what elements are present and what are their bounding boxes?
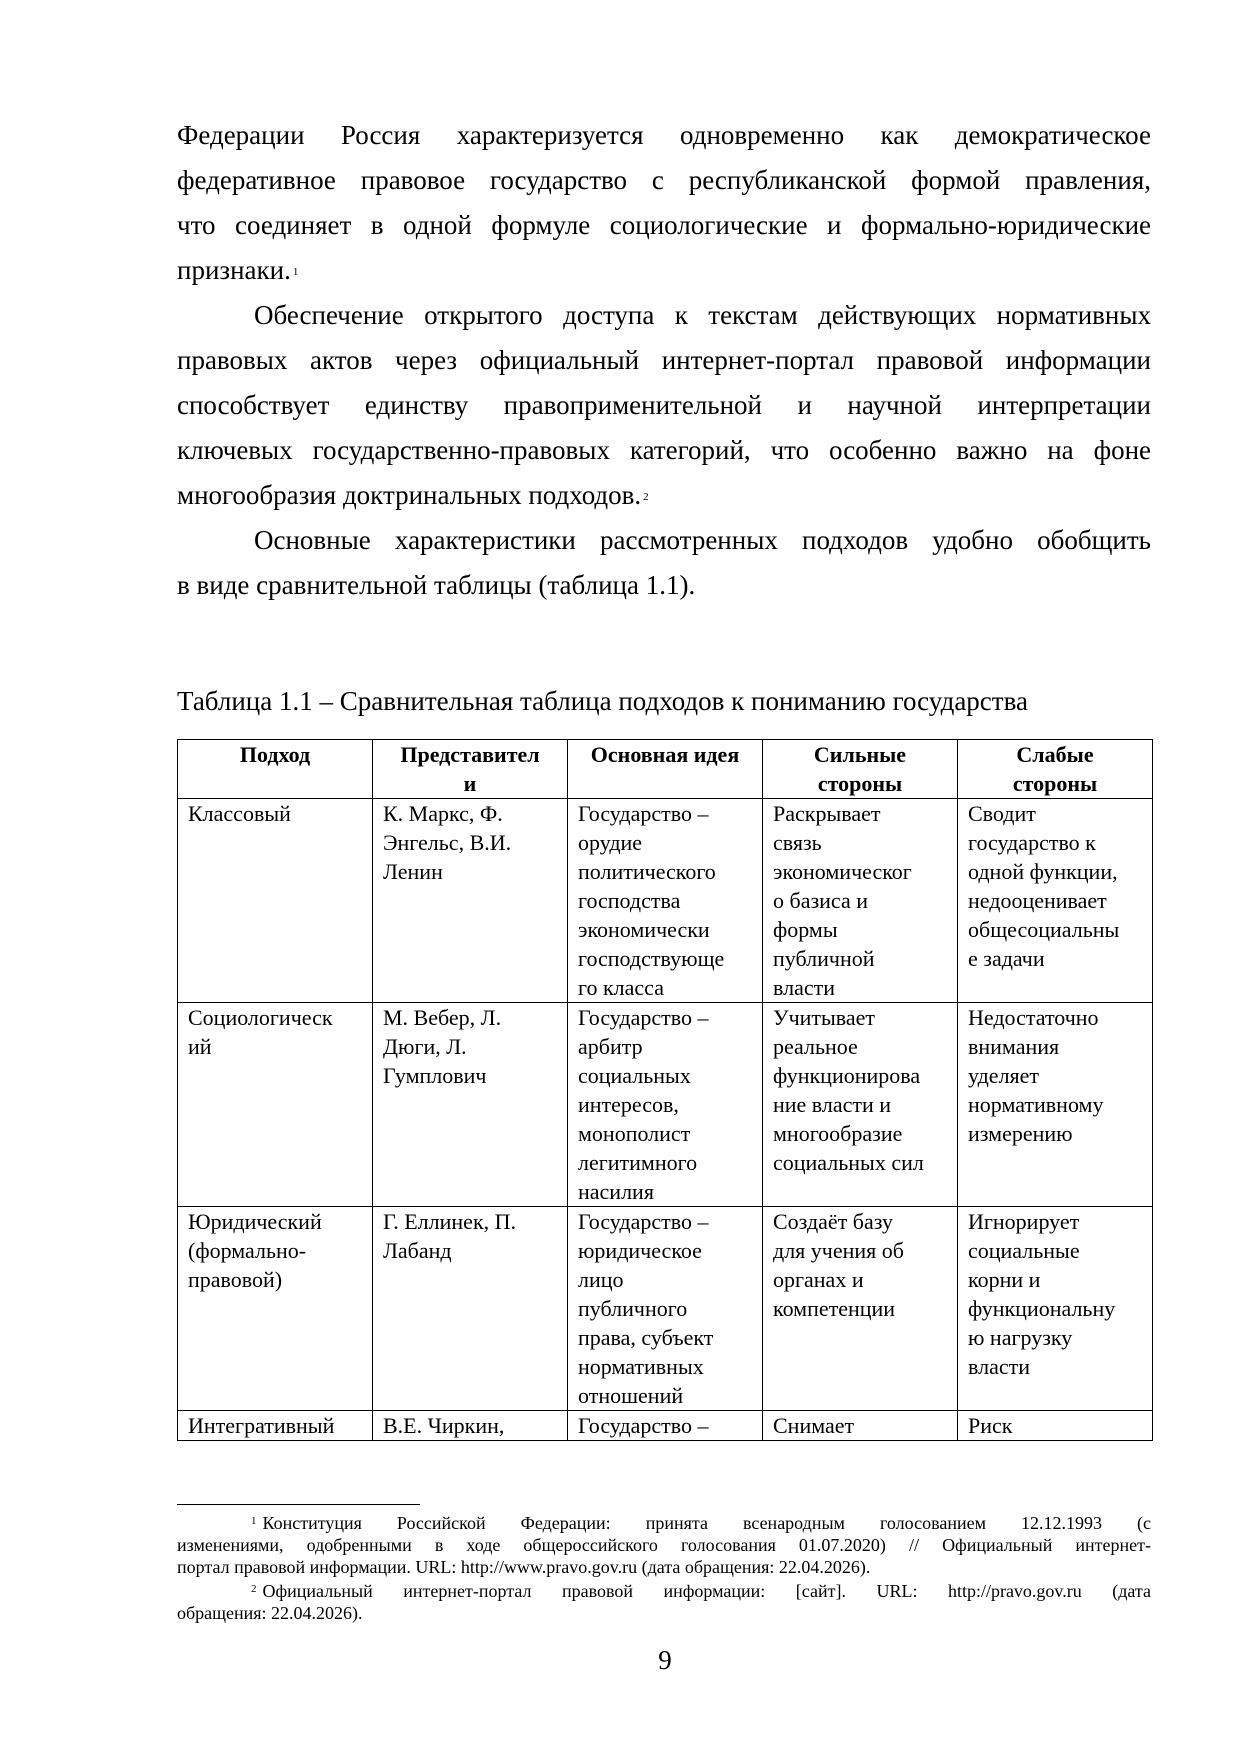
text-line: что соединяет в одной формуле социологические и формально-юридические — [177, 210, 1151, 240]
text-line: Основные характеристики рассмотренных подходов удобно обобщить — [254, 525, 1151, 555]
cell-line: Государство – — [578, 1005, 709, 1030]
cell-line: легитимного — [578, 1150, 698, 1175]
cell-line: Юридический — [188, 1209, 322, 1234]
cell-approach — [178, 1411, 373, 1441]
cell-representatives — [373, 799, 568, 1003]
cell-line: Основная идея — [590, 742, 740, 767]
text-line: правовых актов через официальный интернет-портал правовой информации — [177, 345, 1151, 375]
table-row — [178, 1411, 1153, 1441]
cell-line: Дюги, Л. — [383, 1034, 467, 1059]
text-line: способствует единству правоприменительной и научной интерпретации — [177, 390, 1151, 420]
cell-weaknesses — [958, 799, 1153, 1003]
cell-line: Энгельс, В.И. — [383, 830, 512, 855]
cell-line: о базиса и — [773, 888, 868, 913]
cell-line: Создаёт базу — [773, 1209, 893, 1234]
cell-approach — [178, 1207, 373, 1411]
cell-strengths — [763, 799, 958, 1003]
cell-line: правовой) — [188, 1267, 283, 1292]
text-segment: многообразия доктринальных подходов. — [177, 480, 642, 510]
cell-approach — [178, 1003, 373, 1207]
cell-line: арбитр — [578, 1034, 643, 1059]
cell-line: одной функции, — [968, 859, 1118, 884]
cell-line: насилия — [578, 1179, 654, 1204]
footnote-reference[interactable]: 2 — [643, 491, 649, 503]
cell-line: Интегративный — [188, 1413, 335, 1438]
cell-line: формы — [773, 917, 838, 942]
footnote-number: 1 — [251, 1515, 257, 1527]
cell-line: го класса — [578, 975, 664, 1000]
cell-line: Раскрывает — [773, 801, 881, 826]
cell-line: нормативных — [578, 1354, 704, 1379]
cell-line: экономически — [578, 917, 710, 942]
cell-line: для учения об — [773, 1238, 904, 1263]
column-header-approach — [178, 740, 373, 799]
cell-line: ю нагрузку — [968, 1325, 1073, 1350]
cell-line: отношений — [578, 1383, 684, 1408]
cell-line: экономическог — [773, 859, 912, 884]
cell-weaknesses — [958, 1207, 1153, 1411]
cell-line: орудие — [578, 830, 643, 855]
cell-representatives — [373, 1003, 568, 1207]
cell-line: уделяет — [968, 1063, 1040, 1088]
cell-line: публичного — [578, 1296, 688, 1321]
cell-line: Игнорирует — [968, 1209, 1080, 1234]
cell-line: недооценивает — [968, 888, 1107, 913]
text-line — [177, 478, 1151, 512]
cell-line: Государство – — [578, 1413, 709, 1438]
cell-line: господства — [578, 888, 681, 913]
cell-line: е задачи — [968, 946, 1045, 971]
cell-line: стороны — [817, 771, 903, 796]
text-line: в виде сравнительной таблицы (таблица 1.1). — [177, 570, 696, 600]
text-segment: признаки. — [177, 255, 291, 285]
cell-line: функциональну — [968, 1296, 1116, 1321]
cell-line: социальных — [578, 1063, 691, 1088]
footnote-1-line — [177, 1512, 1151, 1534]
footnote-reference[interactable]: 1 — [292, 266, 299, 278]
cell-line: Снимает — [773, 1413, 855, 1438]
cell-line: Лабанд — [383, 1238, 452, 1263]
cell-weaknesses — [958, 1003, 1153, 1207]
cell-line: власти — [968, 1354, 1030, 1379]
cell-line: корни и — [968, 1267, 1041, 1292]
cell-line: связь — [773, 830, 822, 855]
text-line: Обеспечение открытого доступа к текстам действующих нормативных — [254, 300, 1151, 330]
cell-line: В.Е. Чиркин, — [383, 1413, 505, 1438]
cell-approach — [178, 799, 373, 1003]
table-row — [178, 799, 1153, 1003]
cell-main-idea — [568, 1207, 763, 1411]
cell-line: компетенции — [773, 1296, 896, 1321]
cell-line: господствующе — [578, 946, 725, 971]
cell-line: измерению — [968, 1121, 1073, 1146]
cell-line: стороны — [1012, 771, 1098, 796]
column-header-strengths — [763, 740, 958, 799]
cell-line: Государство – — [578, 1209, 709, 1234]
footnote-2-line — [177, 1580, 1151, 1602]
table-header-row — [178, 740, 1153, 799]
text-segment: Официальный интернет-портал правовой информации: [сайт]. URL: http://pravo.gov.ru (дата — [262, 1581, 1151, 1601]
cell-line: М. Вебер, Л. — [383, 1005, 502, 1030]
cell-weaknesses — [958, 1411, 1153, 1441]
table-row — [178, 1003, 1153, 1207]
text-line: федеративное правовое государство с республиканской формой правления, — [177, 165, 1151, 195]
cell-line: органах и — [773, 1267, 864, 1292]
cell-line: Представител — [400, 742, 540, 767]
cell-line: Подход — [239, 742, 311, 767]
footnote-1-line: портал правовой информации. URL: http://www.pravo.gov.ru (дата обращения: 22.04.2026). — [177, 1557, 871, 1577]
cell-line: ий — [188, 1034, 212, 1059]
cell-line: Учитывает — [773, 1005, 876, 1030]
cell-line: Слабые — [1016, 742, 1094, 767]
cell-line: Недостаточно — [968, 1005, 1099, 1030]
cell-strengths — [763, 1411, 958, 1441]
footnote-2-line: обращения: 22.04.2026). — [177, 1603, 363, 1623]
cell-line: Государство – — [578, 801, 709, 826]
cell-representatives — [373, 1411, 568, 1441]
cell-line: Социологическ — [188, 1005, 333, 1030]
cell-line: Ленин — [383, 859, 443, 884]
cell-line: Г. Еллинек, П. — [383, 1209, 517, 1234]
cell-line: лицо — [578, 1267, 624, 1292]
footnote-separator — [177, 1504, 420, 1505]
text-line: Федерации Россия характеризуется одновременно как демократическое — [177, 120, 1151, 150]
cell-line: ние власти и — [773, 1092, 892, 1117]
table-caption: Таблица 1.1 – Сравнительная таблица подходов к пониманию государства — [177, 686, 1028, 716]
cell-line: функционирова — [773, 1063, 921, 1088]
cell-line: Сильные — [813, 742, 907, 767]
cell-main-idea — [568, 1411, 763, 1441]
cell-main-idea — [568, 1003, 763, 1207]
cell-line: интересов, — [578, 1092, 679, 1117]
cell-line: публичной — [773, 946, 875, 971]
cell-line: многообразие — [773, 1121, 903, 1146]
footnote-number: 2 — [251, 1583, 257, 1595]
cell-line: монополист — [578, 1121, 691, 1146]
column-header-representatives — [373, 740, 568, 799]
cell-line: общесоциальны — [968, 917, 1120, 942]
cell-line: К. Маркс, Ф. — [383, 801, 503, 826]
cell-line: социальные — [968, 1238, 1080, 1263]
cell-strengths — [763, 1207, 958, 1411]
cell-line: нормативному — [968, 1092, 1104, 1117]
text-line: ключевых государственно-правовых категорий, что особенно важно на фоне — [177, 435, 1151, 465]
column-header-weaknesses — [958, 740, 1153, 799]
cell-line: Классовый — [188, 801, 291, 826]
page-number: 9 — [658, 1645, 672, 1675]
cell-line: социальных сил — [773, 1150, 924, 1175]
cell-line: права, субъект — [578, 1325, 714, 1350]
cell-line: и — [463, 771, 477, 796]
text-segment: Конституция Российской Федерации: принята всенародным голосованием 12.12.1993 (с — [262, 1513, 1151, 1533]
cell-line: политического — [578, 859, 716, 884]
cell-line: Гумплович — [383, 1063, 487, 1088]
text-line — [177, 253, 1151, 287]
cell-representatives — [373, 1207, 568, 1411]
cell-line: Сводит — [968, 801, 1036, 826]
cell-line: (формально- — [188, 1238, 307, 1263]
cell-line: юридическое — [578, 1238, 702, 1263]
footnote-1-line: изменениями, одобренными в ходе общероссийского голосования 01.07.2020) // Официальный интернет- — [177, 1535, 1151, 1555]
cell-line: внимания — [968, 1034, 1060, 1059]
cell-line: реальное — [773, 1034, 858, 1059]
comparison-table — [177, 739, 1153, 1441]
cell-main-idea — [568, 799, 763, 1003]
cell-line: государство к — [968, 830, 1096, 855]
table-row — [178, 1207, 1153, 1411]
cell-line: Риск — [968, 1413, 1013, 1438]
cell-line: власти — [773, 975, 835, 1000]
column-header-main-idea — [568, 740, 763, 799]
cell-strengths — [763, 1003, 958, 1207]
